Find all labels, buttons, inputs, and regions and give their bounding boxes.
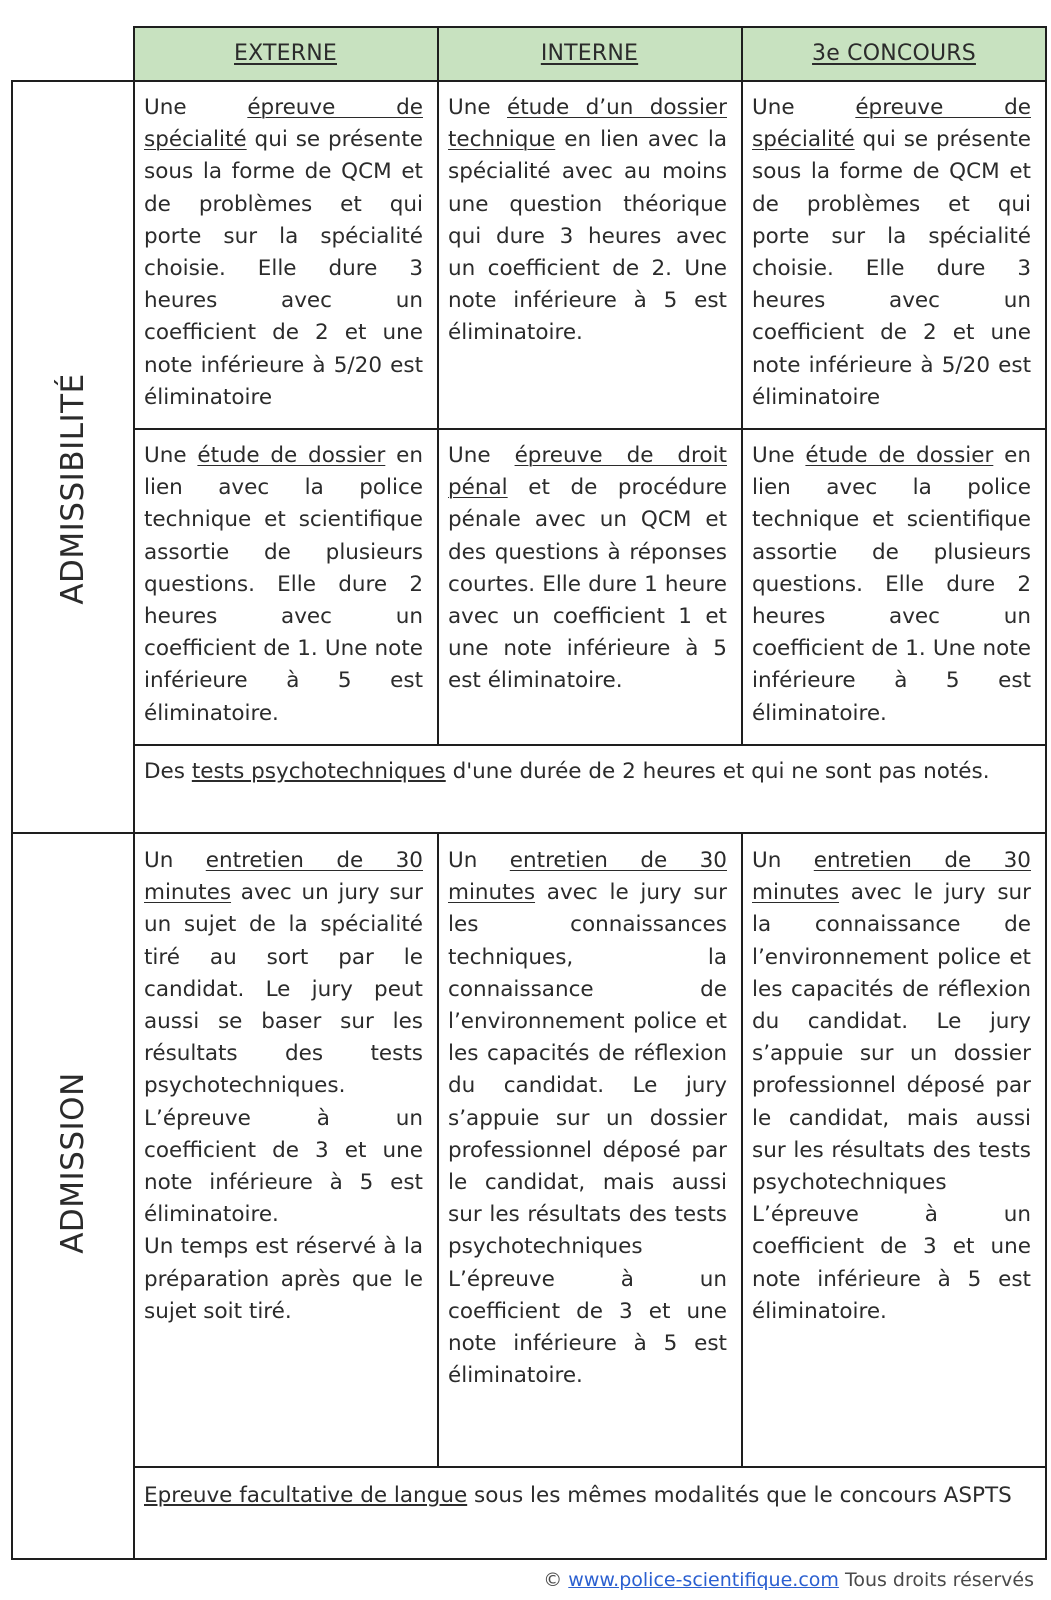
cell-epreuve-facultative-langue: Epreuve facultative de langue sous les mêmes modalités que le concours ASPTS	[144, 1483, 1012, 1508]
copyright-symbol: ©	[543, 1569, 563, 1591]
grid-line	[741, 832, 743, 1468]
footer-copyright	[543, 1569, 1034, 1591]
cell-3e-concours-entretien: Un entretien de 30 minutes avec le jury sur la connaissance de l’environnement police et les capacités de réflexion du candidat. Le jury s’appuie sur un dossier professionnel déposé par le candidat, mais aussi sur les résultats des tests psychotechniques L’épreuve à un coefficient de 3 et une note inférieure à 5 est éliminatoire.	[752, 848, 1031, 1324]
cell-externe-epreuve-2: Une étude de dossier en lien avec la police technique et scientifique assortie de plusieurs questions. Elle dure 2 heures avec un coefficient de 1. Une note inférieure à 5 est éliminatoire.	[144, 443, 423, 726]
cell-tests-psychotechniques: Des tests psychotechniques d'une durée de 2 heures et qui ne sont pas notés.	[144, 759, 990, 784]
grid-line	[133, 428, 1047, 430]
grid-line	[11, 80, 1047, 82]
grid-line	[437, 26, 439, 746]
cell-externe-epreuve-1: Une épreuve de spécialité qui se présente sous la forme de QCM et de problèmes et qui porte sur la spécialité choisie. Elle dure 3 heures avec un coefficient de 2 et une note inférieure à 5/20 est éliminatoire	[144, 95, 423, 410]
cell-3e-concours-epreuve-1: Une épreuve de spécialité qui se présente sous la forme de QCM et de problèmes et qui porte sur la spécialité choisie. Elle dure 3 heures avec un coefficient de 2 et une note inférieure à 5/20 est éliminatoire	[752, 95, 1031, 410]
section-label-admissibilite: ADMISSIBILITÉ	[55, 373, 91, 605]
section-label-admission: ADMISSION	[55, 1072, 91, 1254]
column-header-3e-concours: 3e CONCOURS	[742, 27, 1046, 80]
cell-interne-epreuve-2: Une épreuve de droit pénal et de procédure pénale avec un QCM et des questions à réponses courtes. Elle dure 1 heure avec un coefficient 1 et une note inférieure à 5 est éliminatoire.	[448, 443, 727, 694]
grid-line	[11, 80, 13, 1560]
footer-link[interactable]: www.police-scientifique.com	[568, 1569, 839, 1591]
grid-line	[133, 1466, 1047, 1468]
grid-line	[741, 26, 743, 746]
cell-interne-entretien: Un entretien de 30 minutes avec le jury sur les connaissances techniques, la connaissance de l’environnement police et les capacités de réflexion du candidat. Le jury s’appuie sur un dossier professionnel déposé par le candidat, mais aussi sur les résultats des tests psychotechniques L’épreuve à un coefficient de 3 et une note inférieure à 5 est éliminatoire.	[448, 848, 727, 1389]
grid-line	[133, 744, 1047, 746]
column-header-interne: INTERNE	[438, 27, 741, 80]
grid-line	[1045, 26, 1047, 1560]
cell-externe-entretien: Un entretien de 30 minutes avec un jury sur un sujet de la spécialité tiré au sort par le candidat. Le jury peut aussi se baser sur les résultats des tests psychotechniques. L’épreuve à un coefficient de 3 et une note inférieure à 5 est éliminatoire. Un temps est réservé à la préparation après que le sujet soit tiré.	[144, 848, 423, 1324]
cell-interne-epreuve-1: Une étude d’un dossier technique en lien avec la spécialité avec au moins une question théorique qui dure 3 heures avec un coefficient de 2. Une note inférieure à 5 est éliminatoire.	[448, 95, 727, 346]
grid-line	[133, 26, 135, 1560]
column-header-externe: EXTERNE	[134, 27, 437, 80]
grid-line	[11, 1558, 1047, 1560]
grid-line	[133, 26, 1047, 28]
footer-rights: Tous droits réservés	[844, 1569, 1034, 1591]
grid-line	[437, 832, 439, 1468]
cell-3e-concours-epreuve-2: Une étude de dossier en lien avec la police technique et scientifique assortie de plusieurs questions. Elle dure 2 heures avec un coefficient de 1. Une note inférieure à 5 est éliminatoire.	[752, 443, 1031, 726]
grid-line	[11, 832, 1047, 834]
